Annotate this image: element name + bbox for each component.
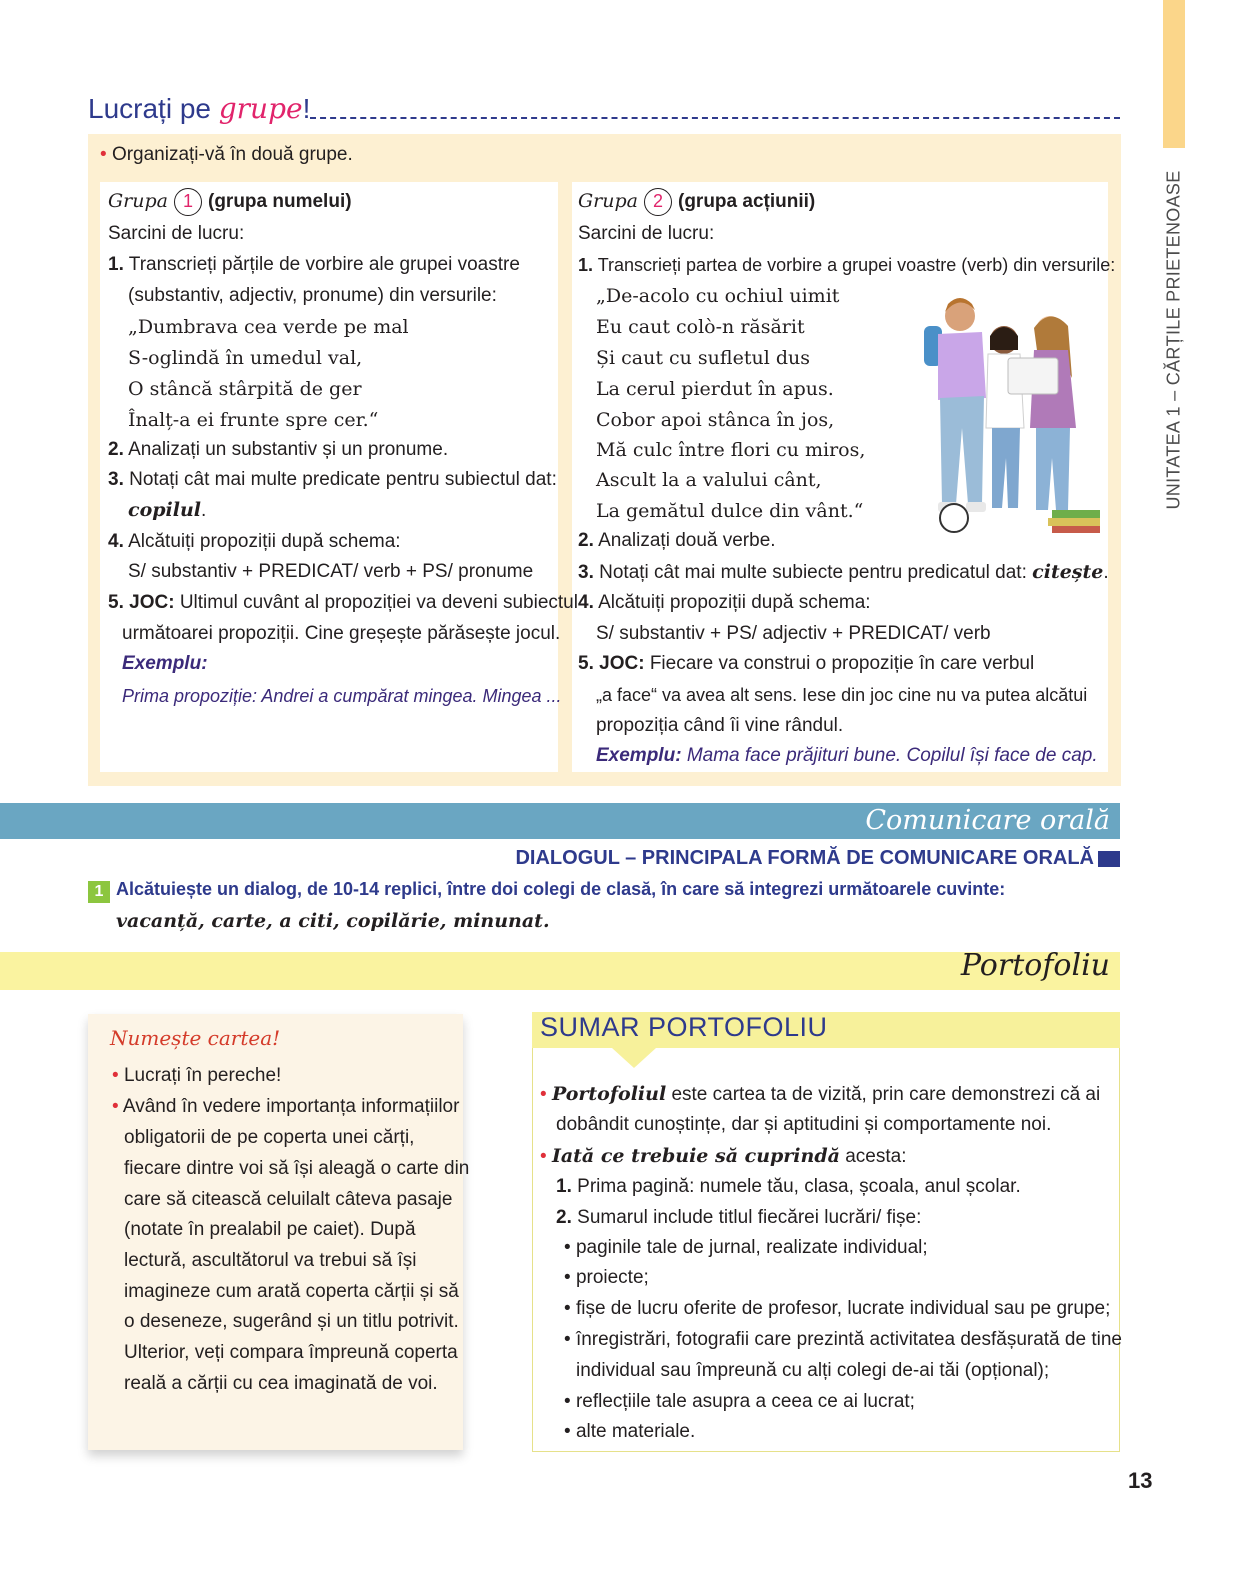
student-middle xyxy=(986,326,1024,508)
sumar-p1-word: Portofoliul xyxy=(551,1083,667,1105)
note-card-line: (notate în prealabil pe caiet). După xyxy=(124,1219,416,1240)
books-stack-shape xyxy=(1052,510,1100,518)
group2-poem-line: Eu caut colò-n răsărit xyxy=(596,316,805,338)
group1-poem-line: S-oglindă în umedul val, xyxy=(128,347,363,369)
sumar-p1-line2: dobândit cunoștințe, dar și aptitudini și comportamente noi. xyxy=(556,1114,1052,1135)
bullet-dot: • xyxy=(112,1096,119,1117)
title-dashed-line xyxy=(310,117,1120,119)
group1-task3-num: 3. xyxy=(108,469,124,490)
sumar-sub-item-text: fișe de lucru oferite de profesor, lucrate individual sau pe grupe; xyxy=(575,1298,1111,1319)
note-card-line: fiecare dintre voi să își aleagă o carte din xyxy=(124,1158,470,1179)
books-stack-shape xyxy=(1048,518,1100,526)
group2-poem-line: Cobor apoi stânca în jos, xyxy=(596,409,835,431)
group2-example xyxy=(596,744,1098,768)
group2-task2-text: Analizați două verbe. xyxy=(598,530,776,551)
group1-task3-word: copilul xyxy=(128,499,201,521)
page-title xyxy=(88,92,310,125)
sumar-sub-item-text: proiecte; xyxy=(575,1267,649,1288)
group2-title-word: Grupa xyxy=(578,190,638,213)
group2-task5-line1: Fiecare va construi o propoziție în care verbul xyxy=(649,653,1035,674)
group2-heading xyxy=(578,188,815,216)
sumar-sub-item xyxy=(564,1420,695,1444)
sumar-sub-item xyxy=(564,1236,928,1260)
group1-task5-line1: Ultimul cuvânt al propoziției va deveni subiectul xyxy=(179,592,578,613)
group2-task2 xyxy=(578,529,776,553)
laptop-shape xyxy=(1008,358,1058,394)
side-unit-label: UNITATEA 1 – CĂRȚILE PRIETENOASE xyxy=(1163,170,1184,510)
group2-poem-line: Și caut cu sufletul dus xyxy=(596,347,810,369)
group1-tasks-label: Sarcini de lucru: xyxy=(108,223,245,244)
group2-task5-line2: „a face“ va avea alt sens. Iese din joc cine nu va putea alcătui xyxy=(596,685,1088,705)
sumar-sub-item-text: paginile tale de jurnal, realizate individual; xyxy=(575,1237,928,1258)
group2-task4-text: Alcătuiți propoziții după schema: xyxy=(598,592,871,613)
sumar-sub-item xyxy=(564,1266,649,1290)
group2-task3-text: Notați cât mai multe subiecte pentru predicatul dat: xyxy=(599,562,1027,583)
group2-subtitle: (grupa acțiunii) xyxy=(678,191,816,213)
group2-poem-line: Ascult la a valului cânt, xyxy=(596,469,822,491)
group2-task1 xyxy=(578,253,1115,277)
sumar-item2-num: 2. xyxy=(556,1207,572,1228)
sumar-item2-text: Sumarul include titlul fiecărei lucrări/ fișe: xyxy=(577,1207,922,1228)
group1-task5-num: 5. JOC: xyxy=(108,592,175,613)
group1-task1-num: 1. xyxy=(108,254,124,275)
group2-example-label: Exemplu: xyxy=(596,745,682,766)
student-right xyxy=(1030,316,1076,510)
bullet-dot: • xyxy=(564,1391,571,1412)
group1-subtitle: (grupa numelui) xyxy=(208,191,352,213)
group1-title-word: Grupa xyxy=(108,190,168,213)
bullet-dot: • xyxy=(564,1421,571,1442)
bullet-dot: • xyxy=(540,1146,547,1167)
exercise-line1: Alcătuiește un dialog, de 10-14 replici, între doi colegi de clasă, în care să integrezi următoarele cuvinte: xyxy=(116,879,1006,899)
portfolio-summary-title: SUMAR PORTOFOLIU xyxy=(540,1012,828,1042)
group1-task4-text: Alcătuiți propoziții după schema: xyxy=(128,531,401,552)
sumar-sub-item-text: înregistrări, fotografii care prezintă activitatea desfășurată de tine xyxy=(575,1329,1122,1350)
note-card-line: Având în vedere importanța informațiilor xyxy=(122,1096,460,1117)
sumar-item2 xyxy=(556,1206,921,1230)
group1-example-label: Exemplu: xyxy=(122,653,208,674)
sumar-sub-item-continued: individual sau împreună cu alți colegi de-ai tăi (opțional); xyxy=(576,1360,1050,1381)
title-after: ! xyxy=(302,93,311,124)
sumar-item1-num: 1. xyxy=(556,1176,572,1197)
group1-task4-schema: S/ substantiv + PREDICAT/ verb + PS/ pronume xyxy=(128,561,534,582)
title-before: Lucrați pe xyxy=(88,93,219,124)
group2-poem-line: Mă culc între flori cu miros, xyxy=(596,439,866,461)
group1-poem-line: „Dumbrava cea verde pe mal xyxy=(128,316,409,338)
portfolio-summary-box xyxy=(532,1012,1120,1452)
note-card-line: reală a cărții cu cea imaginată de voi. xyxy=(124,1373,438,1394)
bullet-dot: • xyxy=(564,1237,571,1258)
sumar-item1 xyxy=(556,1175,1021,1199)
bullet-dot: • xyxy=(540,1084,547,1105)
bullet-dot: • xyxy=(564,1267,571,1288)
group1-task1-line2: (substantiv, adjectiv, pronume) din versurile: xyxy=(128,285,497,306)
side-tab-marker xyxy=(1163,0,1185,148)
group1-task1 xyxy=(108,253,520,277)
note-card-line: imagineze cum arată coperta cărții și să xyxy=(124,1281,459,1302)
exercise-words: vacanță, carte, a citi, copilărie, minunat. xyxy=(116,910,550,932)
title-script: grupe xyxy=(218,92,303,125)
sumar-sub-item xyxy=(564,1328,1122,1352)
group2-task1-num: 1. xyxy=(578,255,594,275)
note-card-bullet2 xyxy=(112,1095,459,1119)
group2-task5-line3: propoziția când îi vine rândul. xyxy=(596,715,844,736)
sumar-sub-item xyxy=(564,1390,915,1414)
note-card-line: Ulterior, veți compara împreună coperta xyxy=(124,1342,458,1363)
group2-example-text: Mama face prăjituri bune. Copilul își face de cap. xyxy=(686,745,1098,766)
group1-number-circle: 1 xyxy=(174,188,202,216)
group1-task5-line2: următoarei propoziții. Cine greșește părăsește jocul. xyxy=(122,623,561,644)
dialog-heading: DIALOGUL – PRINCIPALA FORMĂ DE COMUNICARE ORALĂ xyxy=(515,847,1094,869)
group2-poem-line: La gemătul dulce din vânt.“ xyxy=(596,500,864,522)
group2-task4-num: 4. xyxy=(578,592,594,613)
student-left xyxy=(924,298,986,512)
group1-task2 xyxy=(108,438,448,462)
sumar-paragraph1 xyxy=(540,1082,1100,1107)
bullet-dot: • xyxy=(112,1065,119,1086)
sumar-p1-rest: este cartea ta de vizită, prin care demonstrezi că ai xyxy=(671,1084,1101,1105)
group1-task1-line1: Transcrieți părțile de vorbire ale grupei voastre xyxy=(128,254,520,275)
bullet-dot: • xyxy=(564,1329,571,1350)
group2-task2-num: 2. xyxy=(578,530,594,551)
group2-task4-schema: S/ substantiv + PS/ adjectiv + PREDICAT/ verb xyxy=(596,623,991,644)
group2-poem-line: La cerul pierdut în apus. xyxy=(596,378,834,400)
note-card-line: care să citească celuilalt câteva pasaje xyxy=(124,1189,453,1210)
group2-task3-end: . xyxy=(1103,562,1109,583)
group2-task3-num: 3. xyxy=(578,562,594,583)
group2-task1-line1: Transcrieți partea de vorbire a grupei voastre (verb) din versurile: xyxy=(597,255,1116,275)
sumar-paragraph2 xyxy=(540,1144,906,1169)
note-card-line: o deseneze, sugerând și un titlu potrivit. xyxy=(124,1311,459,1332)
group1-poem-line: O stâncă stârpită de ger xyxy=(128,378,362,400)
note-card-line: lectură, ascultătorul va trebui să își xyxy=(124,1250,417,1271)
intro-line xyxy=(100,144,353,166)
group1-task3-word-line xyxy=(128,498,206,523)
side-unit-label-wrap xyxy=(1163,150,1185,530)
sumar-p2-rest: acesta: xyxy=(845,1146,907,1167)
group1-task5 xyxy=(108,591,578,615)
group2-task3-word: citește xyxy=(1032,561,1104,583)
students-photo xyxy=(912,288,1102,533)
portfolio-title: Portofoliu xyxy=(960,948,1110,983)
intro-bullet: • xyxy=(100,144,107,165)
group1-poem-line: Înalț-a ei frunte spre cer.“ xyxy=(128,409,379,431)
group1-task4-num: 4. xyxy=(108,531,124,552)
soccer-ball-shape xyxy=(940,504,968,532)
sumar-sub-item-text: reflecțiile tale asupra a ceea ce ai lucrat; xyxy=(575,1391,915,1412)
page-number: 13 xyxy=(1128,1468,1153,1493)
exercise-number-badge: 1 xyxy=(88,881,110,903)
group2-poem-line: „De-acolo cu ochiul uimit xyxy=(596,285,840,307)
portfolio-summary-notch xyxy=(612,1048,656,1068)
group1-task2-num: 2. xyxy=(108,439,124,460)
sumar-sub-item xyxy=(564,1297,1110,1321)
group2-task5-num: 5. JOC: xyxy=(578,653,645,674)
sumar-p2-word: Iată ce trebuie să cuprindă xyxy=(551,1145,840,1167)
group1-example-text: Prima propoziție: Andrei a cumpărat mingea. Mingea ... xyxy=(122,686,562,706)
group1-heading xyxy=(108,188,352,216)
group1-task2-text: Analizați un substantiv și un pronume. xyxy=(128,439,449,460)
intro-text: Organizați-vă în două grupe. xyxy=(111,144,353,165)
oral-communication-title: Comunicare orală xyxy=(865,805,1110,836)
bullet-dot: • xyxy=(564,1298,571,1319)
books-stack-shape xyxy=(1052,526,1100,533)
sumar-sub-item-text: alte materiale. xyxy=(575,1421,696,1442)
group1-task3-end: . xyxy=(201,500,207,521)
group2-task5 xyxy=(578,652,1034,676)
note-card-line: obligatorii de pe coperta unei cărți, xyxy=(124,1127,415,1148)
sumar-item1-text: Prima pagină: numele tău, clasa, școala, anul școlar. xyxy=(577,1176,1021,1197)
note-card-bullet1 xyxy=(112,1064,281,1088)
oral-communication-band xyxy=(0,803,1120,839)
note-card-bullet1-text: Lucrați în pereche! xyxy=(123,1065,282,1086)
group1-task3-text: Notați cât mai multe predicate pentru subiectul dat: xyxy=(129,469,557,490)
group1-task3 xyxy=(108,468,557,492)
group1-task4 xyxy=(108,530,401,554)
portfolio-band xyxy=(0,948,1120,990)
group2-tasks-label: Sarcini de lucru: xyxy=(578,223,715,244)
group2-number-circle: 2 xyxy=(644,188,672,216)
group2-task3 xyxy=(578,560,1109,585)
group2-task4 xyxy=(578,591,871,615)
note-card-title: Numește cartea! xyxy=(110,1026,281,1050)
dialog-heading-square xyxy=(1098,851,1120,867)
